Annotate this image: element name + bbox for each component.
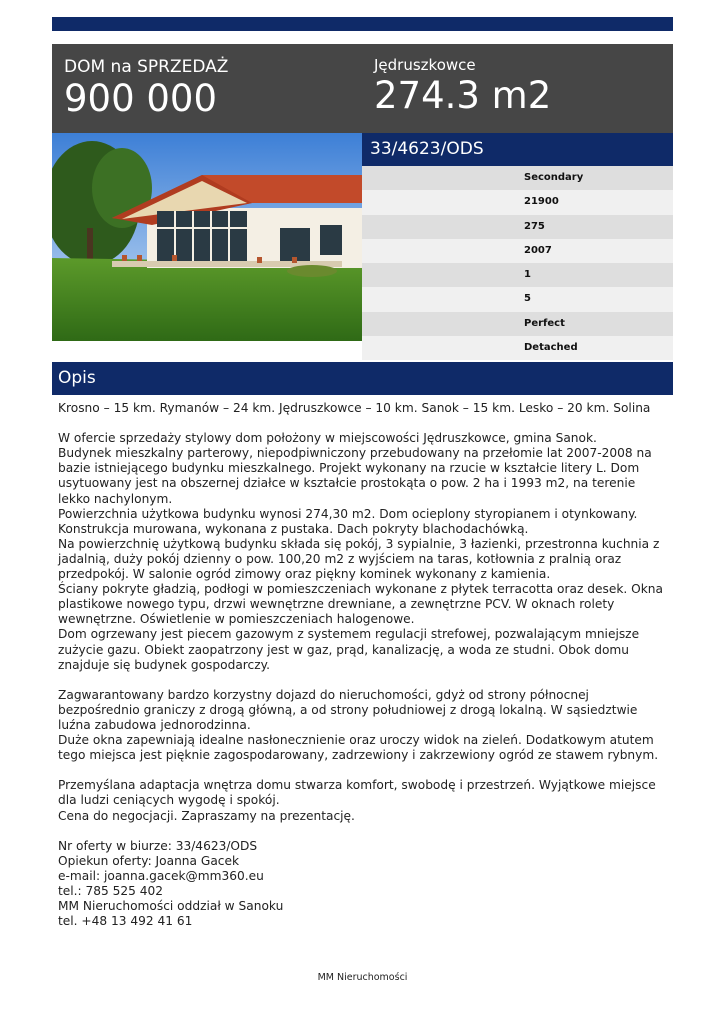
description-paragraph: Ściany pokryte gładzią, podłogi w pomieszczeniach wykonane z płytek terracotta oraz desek. Okna plastikowe nowego typu, drzwi wewnętrzne drewniane, a zewnętrzne PCV. W oknach rolety wewnętrzne. Oświetlenie w pomieszczeniach halogenowe. <box>58 582 663 627</box>
spec-row-rooms <box>362 287 673 311</box>
spec-row-year <box>362 239 673 263</box>
description-paragraph: Cena do negocjacji. Zapraszamy na prezentację. <box>58 808 355 823</box>
spec-value: Detached <box>524 342 578 354</box>
listing-header <box>52 44 673 133</box>
contact-email[interactable]: e-mail: joanna.gacek@mm360.eu <box>58 868 264 883</box>
description-paragraph: Budynek mieszkalny parterowy, niepodpiwniczony przebudowany na przełomie lat 2007-2008 na bazie istniejącego budynku mieszkalnego. Projekt wykonany na rzucie w kształcie litery L. Dom usytuowany jest na obszernej działce w kształcie prostokąta o pow. 2 ha i 1993 m2, na terenie lekko nachylonym. <box>58 446 652 506</box>
property-photo <box>52 133 362 341</box>
description-paragraph: Na powierzchnię użytkową budynku składa się pokój, 3 sypialnie, 3 łazienki, przestronna kuchnia z jadalnią, duży pokój dzienny o pow. 100,20 m2 z wyjściem na taras, kotłownia z pralnią oraz przedpokój. W salonie ogród zimowy oraz piękny kominek wykonany z kamienia. <box>58 536 660 582</box>
listing-area: 274.3 m2 <box>374 74 552 117</box>
spec-value: 5 <box>524 293 531 305</box>
spec-value: Perfect <box>524 317 565 329</box>
spec-row-market <box>362 166 673 190</box>
description-paragraph: Zagwarantowany bardzo korzystny dojazd do nieruchomości, gdyż od strony północnej bezpośrednio graniczy z drogą główną, a od strony południowej z drogą lokalną. W sąsiedztwie luźna zabudowa jednorodzinna. <box>58 687 638 732</box>
spec-row-condition <box>362 312 673 336</box>
description-paragraph: Dom ogrzewany jest piecem gazowym z systemem regulacji strefowej, pozwalającym mniejsze zużycie gazu. Obiekt zaopatrzony jest w gaz, prąd, kanalizację, a woda ze studni. Obok domu znajduje się budynek gospodarczy. <box>58 627 640 672</box>
spec-value: 21900 <box>524 196 559 208</box>
contact-line: MM Nieruchomości oddział w Sanoku <box>58 899 284 914</box>
spec-row-lot <box>362 190 673 214</box>
description-body <box>58 401 668 929</box>
section-title-description: Opis <box>52 362 673 395</box>
top-accent-bar <box>52 17 673 31</box>
spec-value: 1 <box>524 269 531 281</box>
contact-phone[interactable]: tel.: 785 525 402 <box>58 884 164 898</box>
spec-row-floors <box>362 263 673 287</box>
spec-value: 275 <box>524 220 545 232</box>
contact-line: Opiekun oferty: Joanna Gacek <box>58 853 240 868</box>
listing-price: 900 000 <box>64 77 218 120</box>
spec-row-building-type <box>362 336 673 360</box>
page-footer: MM Nieruchomości <box>317 972 408 983</box>
description-paragraph: Duże okna zapewniają idealne nasłonecznienie oraz uroczy widok na zieleń. Dodatkowym atutem tego miejsca jest pięknie zagospodarowany, zadrzewiony i zakrzewiony ogród ze stawem rybnym. <box>58 733 659 763</box>
listing-location: Jędruszkowce <box>374 56 476 74</box>
description-paragraph: Powierzchnia użytkowa budynku wynosi 274,30 m2. Dom ocieplony styropianem i otynkowany. Konstrukcja murowana, wykonana z pustaka. Dach pokryty blachodachówką. <box>58 506 638 536</box>
offer-reference: 33/4623/ODS <box>362 133 673 166</box>
spec-value: 2007 <box>524 244 552 256</box>
contact-phone[interactable]: tel. +48 13 492 41 61 <box>58 914 193 929</box>
description-paragraph: W ofercie sprzedaży stylowy dom położony w miejscowości Jędruszkowce, gmina Sanok. <box>58 431 597 446</box>
listing-type: DOM na SPRZEDAŻ <box>64 57 229 77</box>
spec-table <box>362 166 673 360</box>
distances-line: Krosno – 15 km. Rymanów – 24 km. Jędruszkowce – 10 km. Sanok – 15 km. Lesko – 20 km. Solina <box>58 401 651 415</box>
spec-value: Secondary <box>524 172 584 183</box>
description-paragraph: Przemyślana adaptacja wnętrza domu stwarza komfort, swobodę i przestrzeń. Wyjątkowe miejsce dla ludzi ceniących wygodę i spokój. <box>58 778 656 808</box>
contact-line: Nr oferty w biurze: 33/4623/ODS <box>58 838 258 853</box>
spec-row-usable <box>362 215 673 239</box>
